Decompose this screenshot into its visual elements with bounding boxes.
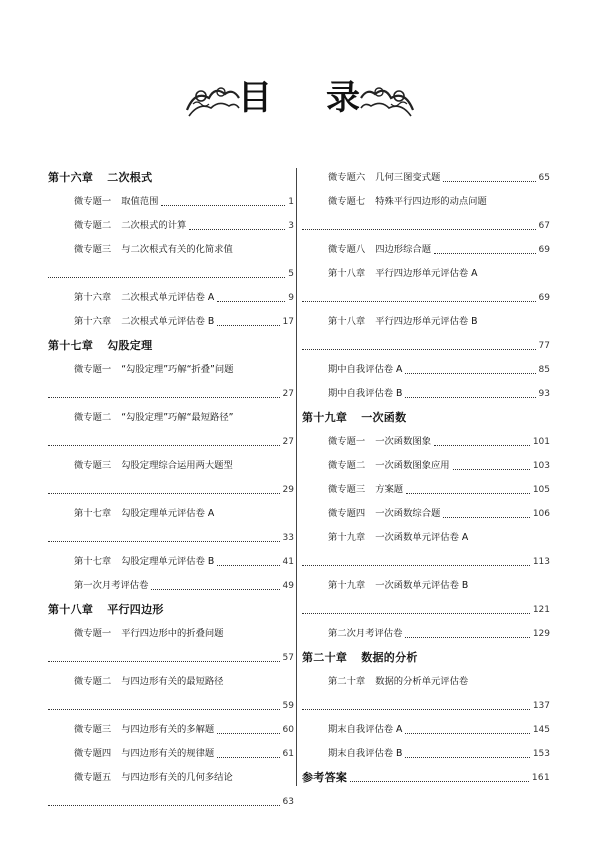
entry-line-1 [74,622,294,646]
entry-label [328,622,402,646]
entry-line-1 [74,670,294,694]
chapter-heading[interactable] [302,406,550,430]
toc-entry[interactable] [328,526,550,574]
toc-left-column [48,166,294,814]
entry-label [328,358,402,382]
entry-title: 一次函数单元评估卷 A [375,532,469,543]
leader-dots [302,349,536,350]
toc-entry[interactable] [328,718,550,742]
page-number: 61 [282,749,294,759]
entry-line-1 [328,574,550,598]
entry-series: 微专题三 [74,460,112,471]
entry-line-1 [74,766,294,790]
entry-label [74,190,158,214]
leader-dots [48,805,280,806]
page-number: 3 [288,221,294,231]
entry-series: 第十八章 [328,268,366,279]
leader-dots [48,709,280,710]
toc-entry[interactable] [328,430,550,454]
entry-title: 与二次根式有关的化简求值 [121,244,233,255]
toc-right-column [302,166,550,790]
entry-line-2 [48,382,294,406]
page-number: 60 [282,725,294,735]
entry-title: 特殊平行四边形的动点问题 [375,196,487,207]
entry-line-2 [48,790,294,814]
entry-label [328,670,468,694]
entry-label [328,262,478,286]
leader-dots [217,325,279,326]
leader-dots [405,757,529,758]
entry-label [74,406,233,430]
page-number: 27 [282,389,294,399]
entry-line-2 [302,286,550,310]
chapter-number: 第十六章 [48,171,94,184]
entry-line-1 [328,526,550,550]
page-number: 137 [532,701,550,711]
entry-label [328,310,478,334]
entry-label [74,358,233,382]
entry-label [328,382,402,406]
leader-dots [48,397,280,398]
entry-series: 微专题六 [328,172,366,183]
leader-dots [48,277,285,278]
leader-dots [48,493,280,494]
entry-label [328,238,431,262]
chapter-title: 勾股定理 [107,339,153,352]
entry-series: 第十九章 [328,532,366,543]
entry-title: 平行四边形中的折叠问题 [121,628,224,639]
page-number: 9 [288,293,294,303]
wave-ornament-icon [185,80,241,120]
entry-series: 期末自我评估卷 A [328,724,403,735]
toc-entry[interactable] [74,406,294,454]
entry-label [74,214,186,238]
page-number: 85 [538,365,550,375]
entry-label [328,166,440,190]
toc-entry[interactable] [328,622,550,646]
leader-dots [350,781,529,782]
entry-line-1 [74,238,294,262]
entry-series: 微专题一 [328,436,366,447]
entry-line-1 [328,190,550,214]
toc-entry[interactable] [74,550,294,574]
entry-title: 二次根式单元评估卷 A [121,292,215,303]
entry-series: 第二十章 [328,676,366,687]
chapter-number: 第十九章 [302,411,348,424]
page-number: 103 [532,461,550,471]
entry-label [74,454,233,478]
entry-title: 一次函数单元评估卷 B [375,580,469,591]
entry-label [74,718,214,742]
entry-series: 微专题一 [74,364,112,375]
entry-series: 微专题七 [328,196,366,207]
page-number: 63 [282,797,294,807]
entry-series: 第十八章 [328,316,366,327]
page-number: 5 [288,269,294,279]
answers-heading[interactable] [302,766,550,790]
entry-line-2 [48,262,294,286]
page-number: 69 [538,293,550,303]
entry-label [328,742,402,766]
chapter-title: 一次函数 [361,411,407,424]
page-number: 101 [532,437,550,447]
entry-label [328,718,402,742]
chapter-heading[interactable] [48,166,294,190]
page-number: 153 [532,749,550,759]
entry-title: 一次函数图象 [375,436,431,447]
entry-title: 四边形综合题 [375,244,431,255]
chapter-number: 第十八章 [48,603,94,616]
page-number: 129 [532,629,550,639]
entry-title: 与四边形有关的最短路径 [121,676,224,687]
entry-label [328,574,468,598]
page-number: 105 [532,485,550,495]
chapter-heading[interactable] [48,334,294,358]
leader-dots [405,637,529,638]
toc-entry[interactable] [74,286,294,310]
leader-dots [302,301,536,302]
page-number: 106 [532,509,550,519]
entry-line-2 [48,694,294,718]
toc-entry[interactable] [74,574,294,598]
toc-entry[interactable] [328,190,550,238]
leader-dots [443,181,535,182]
leader-dots [302,229,536,230]
toc-entry[interactable] [328,382,550,406]
entry-series: 第十六章 [74,292,112,303]
entry-label [74,622,223,646]
page-number: 145 [532,725,550,735]
entry-label [74,310,214,334]
chapter-number: 第二十章 [302,651,348,664]
entry-series: 微专题八 [328,244,366,255]
toc-entry[interactable] [328,310,550,358]
entry-label [74,550,214,574]
toc-entry[interactable] [328,166,550,190]
entry-title: 平行四边形单元评估卷 B [375,316,478,327]
chapter-title: 平行四边形 [107,603,164,616]
entry-series: 第二次月考评估卷 [328,628,403,639]
page-number: 59 [282,701,294,711]
entry-line-2 [302,550,550,574]
leader-dots [406,493,530,494]
entry-series: 微专题五 [74,772,112,783]
entry-line-1 [74,502,294,526]
page-number: 93 [538,389,550,399]
toc-entry[interactable] [74,670,294,718]
entry-series: 第十七章 [74,508,112,519]
entry-series: 微专题三 [328,484,366,495]
leader-dots [48,541,280,542]
entry-line-1 [328,670,550,694]
entry-series: 微专题二 [74,220,112,231]
page-number: 33 [282,533,294,543]
entry-label [328,430,431,454]
entry-line-1 [74,454,294,478]
answers-label: 参考答案 [302,771,348,784]
toc-entry[interactable] [328,358,550,382]
entry-line-1 [328,262,550,286]
entry-label [74,670,223,694]
entry-series: 微专题二 [328,460,366,471]
entry-title: 与四边形有关的规律题 [121,748,215,759]
entry-series: 期中自我评估卷 B [328,388,403,399]
leader-dots [302,709,530,710]
toc-entry[interactable] [328,670,550,718]
page-number: 113 [532,557,550,567]
leader-dots [302,565,530,566]
chapter-heading[interactable] [48,598,294,622]
entry-line-2 [48,646,294,670]
page-number: 69 [538,245,550,255]
entry-title: 一次函数图象应用 [375,460,450,471]
leader-dots [217,757,279,758]
page-number: 17 [282,317,294,327]
toc-entry[interactable] [328,238,550,262]
entry-series: 微专题三 [74,244,112,255]
title-char-2: 录 [326,78,360,118]
entry-series: 第一次月考评估卷 [74,580,149,591]
toc-entry[interactable] [74,310,294,334]
toc-entry[interactable] [328,502,550,526]
leader-dots [434,253,536,254]
leader-dots [151,589,279,590]
entry-title: 取值范围 [121,196,159,207]
entry-label [74,742,214,766]
entry-series: 第十九章 [328,580,366,591]
entry-title: 数据的分析单元评估卷 [375,676,469,687]
entry-title: 二次根式的计算 [121,220,187,231]
toc-entry[interactable] [74,358,294,406]
leader-dots [443,517,530,518]
entry-series: 第十七章 [74,556,112,567]
toc-title-area [0,78,596,138]
leader-dots [217,565,279,566]
entry-title: “勾股定理”巧解“折叠”问题 [121,364,234,375]
page-number: 49 [282,581,294,591]
chapter-title: 数据的分析 [361,651,418,664]
entry-title: 一次函数综合题 [375,508,441,519]
page-number: 67 [538,221,550,231]
leader-dots [48,661,280,662]
entry-series: 微专题二 [74,412,112,423]
column-divider [296,168,297,786]
entry-title: 方案题 [375,484,404,495]
entry-line-2 [48,430,294,454]
entry-title: 与四边形有关的多解题 [121,724,215,735]
entry-label [328,526,468,550]
entry-title: 平行四边形单元评估卷 A [375,268,478,279]
leader-dots [217,733,279,734]
wave-ornament-icon [359,80,415,120]
chapter-heading[interactable] [302,646,550,670]
entry-series: 期中自我评估卷 A [328,364,403,375]
toc-entry[interactable] [328,262,550,310]
page-number: 41 [282,557,294,567]
page-number: 1 [288,197,294,207]
entry-line-1 [74,358,294,382]
toc-entry[interactable] [328,742,550,766]
entry-line-2 [302,598,550,622]
entry-line-1 [74,406,294,430]
toc-entry[interactable] [74,742,294,766]
leader-dots [161,205,285,206]
leader-dots [405,397,535,398]
entry-series: 微专题三 [74,724,112,735]
entry-series: 期末自我评估卷 B [328,748,403,759]
entry-title: 勾股定理单元评估卷 B [121,556,215,567]
leader-dots [302,613,530,614]
page-number: 29 [282,485,294,495]
toc-entry[interactable] [74,502,294,550]
entry-title: 几何三图变式题 [375,172,441,183]
toc-entry[interactable] [74,190,294,214]
leader-dots [453,469,530,470]
entry-label [328,478,403,502]
toc-entry[interactable] [328,454,550,478]
entry-series: 微专题四 [328,508,366,519]
entry-line-2 [48,526,294,550]
leader-dots [48,445,280,446]
toc-entry[interactable] [74,214,294,238]
page-number: 65 [538,173,550,183]
leader-dots [405,733,529,734]
leader-dots [189,229,285,230]
page-number: 161 [531,773,550,783]
entry-line-2 [302,214,550,238]
toc-entry[interactable] [74,718,294,742]
title-char-1: 目 [238,78,272,118]
entry-label [74,766,233,790]
page-number: 27 [282,437,294,447]
leader-dots [217,301,285,302]
entry-line-2 [302,694,550,718]
entry-line-2 [48,478,294,502]
entry-label [328,502,440,526]
toc-entry[interactable] [74,238,294,286]
entry-label [74,574,148,598]
chapter-title: 二次根式 [107,171,153,184]
entry-title: 二次根式单元评估卷 B [121,316,215,327]
page-number: 77 [538,341,550,351]
entry-label [74,238,233,262]
leader-dots [405,373,535,374]
entry-line-2 [302,334,550,358]
entry-label [328,190,487,214]
chapter-number: 第十七章 [48,339,94,352]
entry-line-1 [328,310,550,334]
entry-series: 微专题二 [74,676,112,687]
entry-label [74,286,214,310]
entry-series: 微专题一 [74,196,112,207]
page-number: 57 [282,653,294,663]
entry-label [328,454,450,478]
toc-entry[interactable] [74,622,294,670]
entry-label [74,502,214,526]
toc-entry[interactable] [74,454,294,502]
toc-entry[interactable] [74,766,294,814]
toc-entry[interactable] [328,478,550,502]
toc-entry[interactable] [328,574,550,622]
entry-title: “勾股定理”巧解“最短路径” [121,412,234,423]
entry-title: 勾股定理单元评估卷 A [121,508,215,519]
entry-title: 与四边形有关的几何多结论 [121,772,233,783]
page-number: 121 [532,605,550,615]
leader-dots [434,445,530,446]
entry-title: 勾股定理综合运用两大题型 [121,460,233,471]
entry-series: 第十六章 [74,316,112,327]
entry-series: 微专题四 [74,748,112,759]
entry-series: 微专题一 [74,628,112,639]
